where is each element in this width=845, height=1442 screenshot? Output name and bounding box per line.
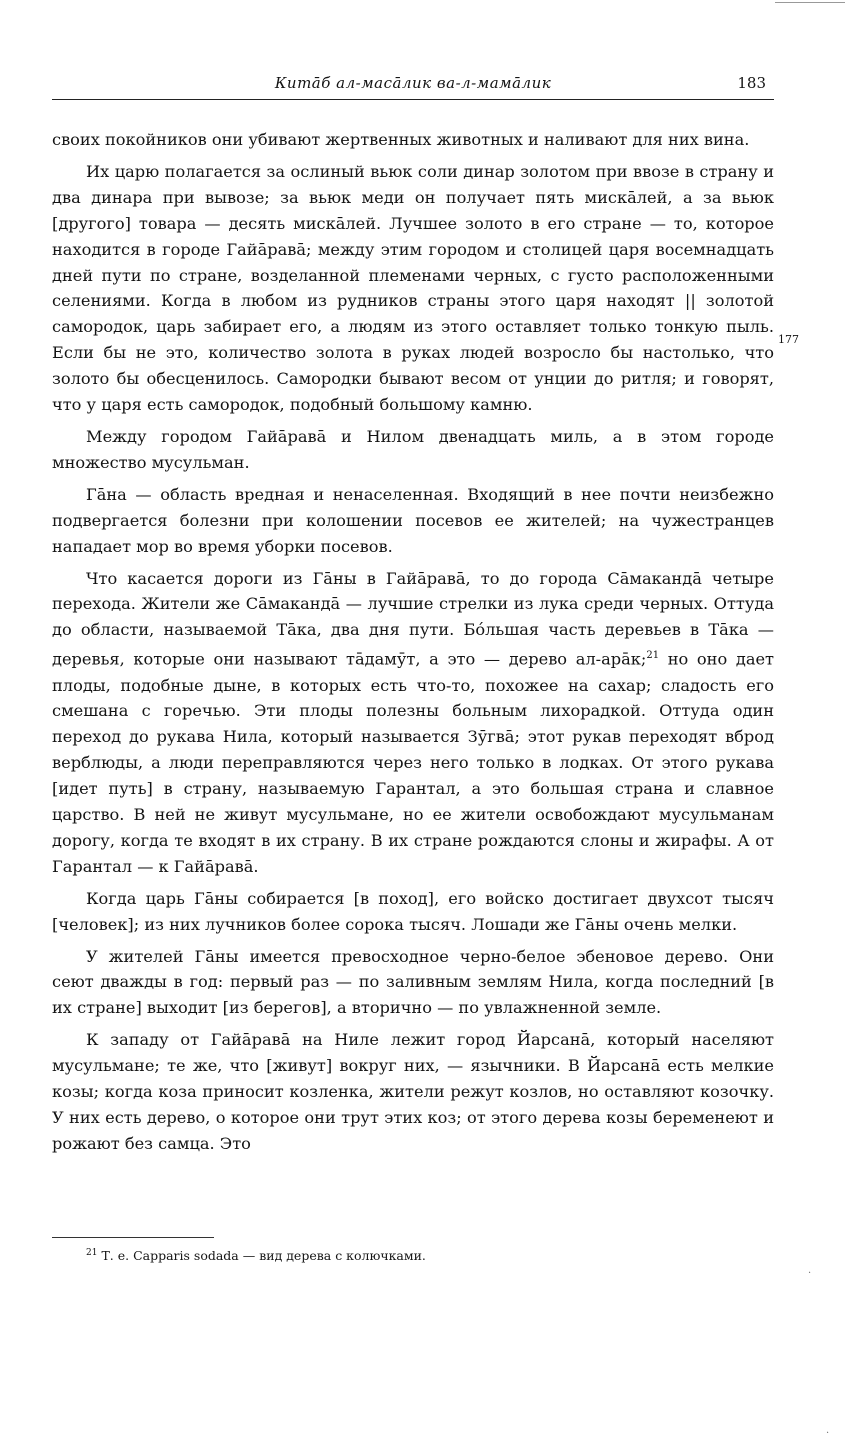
- paragraph-5: [52, 566, 774, 880]
- paragraph-4: Гāна — область вредная и ненаселенная. Входящий в нее почти неизбежно подвергается болезни при колошении посевов ее жителей; на чужестранцев нападает мор во время уборки посевов.: [52, 484, 774, 556]
- running-title: Китāб ал-масāлик ва-л-мамāлик: [274, 74, 552, 92]
- page-number: 183: [737, 74, 766, 92]
- paragraph-6: Когда царь Гāны собирается [в поход], его войско достигает двухсот тысяч [человек]; из них лучников более сорока тысяч. Лошади же Гāны очень мелки.: [52, 888, 774, 934]
- scan-speck: ·: [808, 1268, 812, 1279]
- paragraph-7: У жителей Гāны имеется превосходное черно-белое эбеновое дерево. Они сеют дважды в год: первый раз — по заливным землям Нила, когда последний [в их стране] выходит [из берегов], а вторично — по увлажненной земле.: [52, 946, 774, 1018]
- paragraph-3: Между городом Гайāравā и Нилом двенадцать миль, а в этом городе множество мусульман.: [52, 426, 774, 472]
- body-text: [52, 127, 774, 1157]
- footnote-text: Т. е. Capparis sodada — вид дерева с колючками.: [101, 1248, 426, 1264]
- paragraph-1: своих покойников они убивают жертвенных животных и наливают для них вина.: [52, 130, 750, 149]
- margin-page-reference: 177: [778, 333, 799, 346]
- paragraph-5-rest: но оно дает плоды, подобные дыне, в которых есть что-то, похожее на сахар; сладость его смешана с горечью. Эти плоды полезны больным лихорадкой. Оттуда один переход до рукава Нила, который называется Зӯгвā; этот рукав переходят вброд верблюды, а люди переправляются через него только в лодках. От этого рукава [идет путь] в страну, называемую Гарантал, а это большая страна и славное царство. В ней не живут мусульмане, но ее жители освобождают мусульманам дорогу, когда те входят в их страну. В их стране рождаются слоны и жирафы. А от Гарантал — к Гайāравā.: [52, 649, 774, 876]
- footnote-rule: [52, 1237, 214, 1238]
- footnote: [86, 1248, 776, 1263]
- page-header: [52, 74, 774, 96]
- paragraph-5-start: Что касается дороги из Гāны в Гайāравā, то до города Сāмакандā четыре перехода. Жители же Сāмакандā — лучшие стрелки из лука среди черных. Оттуда до области, называемой Тāка, два дня пути. Бóльшая часть деревьев в Тāка — деревья, которые они называют тāдамӯт, а это — дерево ал-арāк;: [52, 568, 774, 669]
- scan-speck: ·: [826, 1428, 830, 1439]
- paragraph-2: Их царю полагается за ослиный вьюк соли динар золотом при ввозе в страну и два динара при вывозе; за вьюк меди он получает пять мискāлей, а за вьюк [другого] товара — десять мискāлей. Лучшее золото в его стране — то, которое находится в городе Гайāравā; между этим городом и столицей царя восемнадцать дней пути по стране, возделанной племенами черных, с густо расположенными селениями. Когда в любом из рудников страны этого царя находят || золотой самородок, царь забирает его, а людям из этого оставляет только тонкую пыль. Если бы не это, количество золота в руках людей возросло бы настолько, что золото бы обесценилось. Самородки бывают весом от унции до ритля; и говорят, что у царя есть самородок, подобный большому камню.: [52, 161, 774, 415]
- scan-edge-line: [775, 2, 845, 3]
- header-rule: [52, 99, 774, 100]
- footnote-number: 21: [86, 1248, 98, 1258]
- footnote-reference: 21: [646, 650, 660, 662]
- paragraph-8: К западу от Гайāравā на Ниле лежит город Йарсанā, который населяют мусульмане; те же, что [живут] вокруг них, — язычники. В Йарсанā есть мелкие козы; когда коза приносит козленка, жители режут козлов, но оставляют козочку. У них есть дерево, о которое они трут этих коз; от этого дерева козы беременеют и рожают без самца. Это: [52, 1030, 774, 1153]
